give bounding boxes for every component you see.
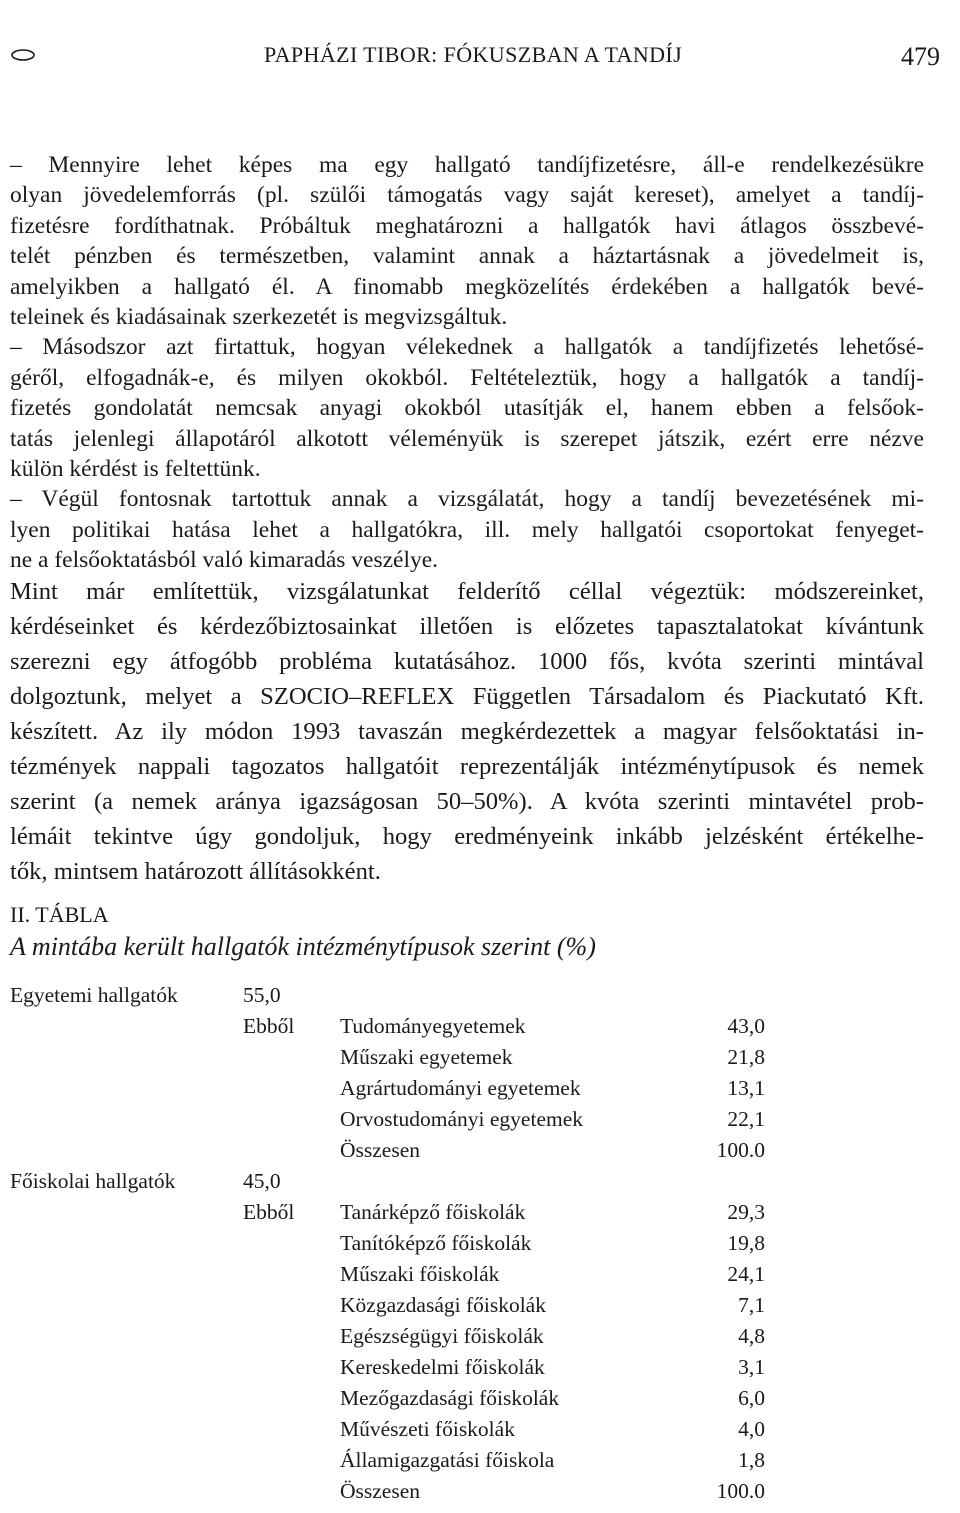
item-name: Művészeti főiskolák	[340, 1417, 515, 1441]
item-value: 21,8	[727, 1045, 765, 1069]
text-line: – Másodszor azt firtattuk, hogyan vélekednek a hallgatók a tandíjfizetés lehetősé-	[10, 334, 924, 361]
text-line: tatás jelenlegi állapotáról alkotott véleményük is szerepet játszik, ezért erre nézve	[10, 425, 924, 452]
item-value: 13,1	[727, 1076, 765, 1100]
text-line: külön kérdést is feltettünk.	[10, 455, 261, 482]
group-breakdown-label: Ebből	[243, 1014, 295, 1038]
group-value: 45,0	[243, 1169, 281, 1193]
item-value: 22,1	[727, 1107, 765, 1131]
item-value: 100.0	[716, 1138, 765, 1162]
item-name: Műszaki egyetemek	[340, 1045, 513, 1069]
item-name: Közgazdasági főiskolák	[340, 1293, 546, 1317]
text-line: kérdéseinket és kérdezőbiztosainkat illetően is előzetes tapasztalatokat kívántunk	[10, 613, 924, 641]
text-line: dolgoztunk, melyet a SZOCIO–REFLEX Független Társadalom és Piackutató Kft.	[10, 683, 924, 711]
item-name: Államigazgatási főiskola	[340, 1448, 555, 1472]
item-name: Műszaki főiskolák	[340, 1262, 500, 1286]
item-name: Tanárképző főiskolák	[340, 1200, 526, 1224]
body-text	[10, 150, 924, 889]
page-header	[10, 40, 940, 80]
text-line: – Mennyire lehet képes ma egy hallgató tandíjfizetésre, áll-e rendelkezésükre	[10, 152, 924, 178]
text-line: fizetés gondolatát nemcsak anyagi okokból utasítják el, hanem ebben a felsőok-	[10, 395, 924, 422]
text-line: készített. Az ily módon 1993 tavaszán megkérdezettek a magyar felsőoktatási in-	[10, 718, 924, 746]
item-value: 7,1	[738, 1293, 765, 1317]
item-value: 19,8	[727, 1231, 765, 1255]
text-line: lémáit tekintve úgy gondoljuk, hogy eredményeink inkább jelzésként értékelhe-	[10, 822, 924, 850]
item-value: 43,0	[727, 1014, 765, 1038]
item-value: 6,0	[738, 1386, 765, 1410]
group-value: 55,0	[243, 983, 281, 1007]
text-line: – Végül fontosnak tartottuk annak a vizsgálatát, hogy a tandíj bevezetésének mi-	[10, 486, 924, 513]
text-line: ne a felsőoktatásból való kimaradás veszélye.	[10, 547, 439, 574]
text-line: olyan jövedelemforrás (pl. szülői támogatás vagy saját kereset), amelyet a tandíj-	[10, 182, 924, 209]
group-name: Egyetemi hallgatók	[10, 983, 178, 1007]
text-line: telét pénzben és természetben, valamint annak a háztartásnak a jövedelmeit is,	[10, 243, 924, 270]
item-name: Összesen	[340, 1479, 421, 1503]
ornament-icon	[10, 48, 36, 62]
text-line: géről, elfogadnák-e, és milyen okokból. Feltételeztük, hogy a hallgatók a tandíj-	[10, 364, 924, 391]
table-title: A mintába került hallgatók intézménytípusok szerint (%)	[10, 932, 596, 961]
item-name: Agrártudományi egyetemek	[340, 1076, 581, 1100]
item-value: 3,1	[738, 1355, 765, 1379]
text-line: tők, mintsem határozott állításokként.	[10, 857, 381, 885]
item-name: Tanítóképző főiskolák	[340, 1231, 532, 1255]
item-name: Összesen	[340, 1138, 421, 1162]
item-name: Tudományegyetemek	[340, 1014, 526, 1038]
item-value: 4,8	[738, 1324, 765, 1348]
text-line: fizetésre fordíthatnak. Próbáltuk meghatározni a hallgatók havi átlagos összbevé-	[10, 212, 924, 239]
text-line: szerint (a nemek aránya igazságosan 50–50%). A kvóta szerinti mintavétel prob-	[10, 787, 924, 815]
group-name: Főiskolai hallgatók	[10, 1169, 176, 1193]
page-number: 479	[901, 42, 940, 71]
running-title: PAPHÁZI TIBOR: FÓKUSZBAN A TANDÍJ	[264, 42, 683, 67]
item-value: 100.0	[716, 1479, 765, 1503]
text-line: tézmények nappali tagozatos hallgatóit reprezentálják intézménytípusok és nemek	[10, 752, 924, 780]
item-value: 29,3	[727, 1200, 765, 1224]
group-breakdown-label: Ebből	[243, 1200, 295, 1224]
text-line: Mint már említettük, vizsgálatunkat felderítő céllal végeztük: módszereinket,	[10, 578, 924, 606]
item-name: Egészségügyi főiskolák	[340, 1324, 544, 1348]
item-name: Kereskedelmi főiskolák	[340, 1355, 545, 1379]
item-value: 24,1	[727, 1262, 765, 1286]
item-value: 1,8	[738, 1448, 765, 1472]
text-line: szerezni egy átfogóbb probléma kutatásához. 1000 fős, kvóta szerinti mintával	[10, 648, 924, 676]
text-line: lyen politikai hatása lehet a hallgatókra, ill. mely hallgatói csoportokat fenyeget-	[10, 516, 924, 543]
text-line: amelyikben a hallgató él. A finomabb megközelítés érdekében a hallgatók bevé-	[10, 273, 924, 300]
item-name: Mezőgazdasági főiskolák	[340, 1386, 560, 1410]
item-value: 4,0	[738, 1417, 765, 1441]
table-label: II. TÁBLA	[10, 902, 109, 927]
item-name: Orvostudományi egyetemek	[340, 1107, 584, 1131]
text-line: teleinek és kiadásainak szerkezetét is megvizsgáltuk.	[10, 303, 508, 330]
